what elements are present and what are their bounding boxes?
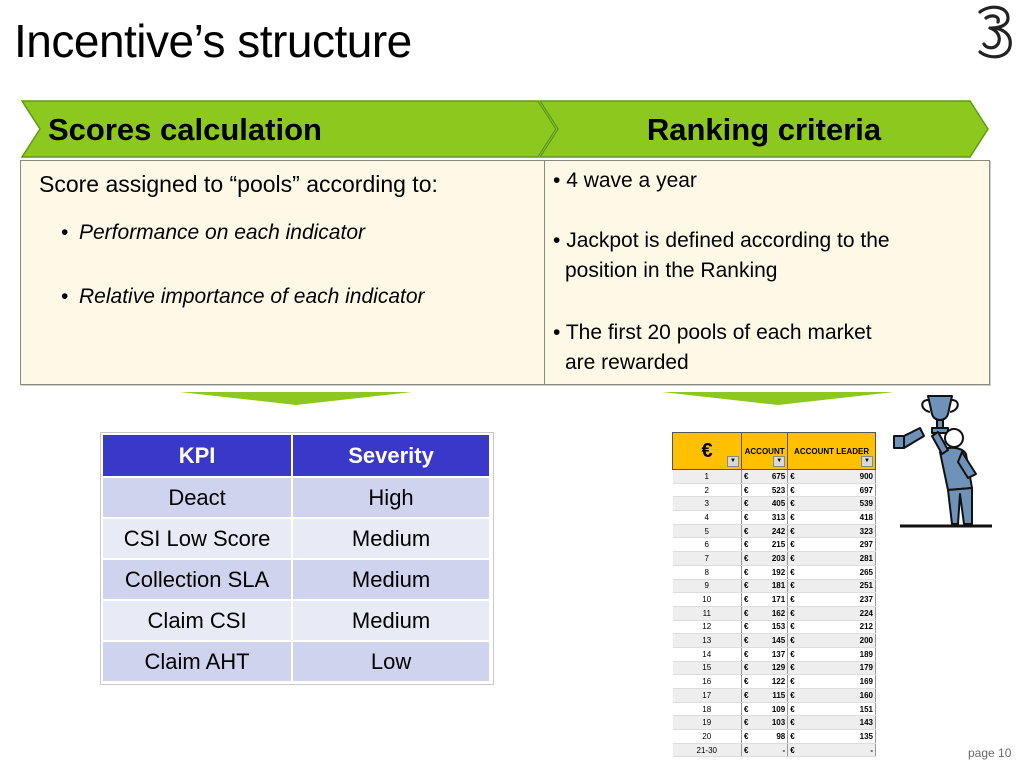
currency-cell: € <box>788 497 801 511</box>
amount-cell: 122 <box>754 675 788 689</box>
rank-cell: 1 <box>673 470 742 484</box>
list-item: • Relative importance of each indicator <box>61 285 425 308</box>
currency-cell: € <box>742 647 755 661</box>
currency-cell: € <box>788 511 801 525</box>
amount-cell: 251 <box>800 579 875 593</box>
list-item: • Jackpot is defined according to the position in the Ranking <box>553 229 890 282</box>
down-arrow-icon <box>180 392 412 406</box>
currency-column-header: € ▼ <box>673 433 742 470</box>
currency-cell: € <box>742 702 755 716</box>
currency-cell: € <box>788 579 801 593</box>
table-row <box>673 483 876 497</box>
currency-cell: € <box>742 579 755 593</box>
rank-cell: 3 <box>673 497 742 511</box>
rank-cell: 16 <box>673 675 742 689</box>
rank-cell: 9 <box>673 579 742 593</box>
currency-cell: € <box>742 524 755 538</box>
amount-cell: - <box>800 743 875 757</box>
table-row <box>673 606 876 620</box>
table-row: CSI Low Score Medium <box>102 518 490 559</box>
rank-cell: 21-30 <box>673 743 742 757</box>
currency-cell: € <box>742 552 755 566</box>
rank-cell: 12 <box>673 620 742 634</box>
currency-cell: € <box>788 634 801 648</box>
amount-cell: 143 <box>800 716 875 730</box>
currency-cell: € <box>742 511 755 525</box>
rank-cell: 6 <box>673 538 742 552</box>
amount-cell: 151 <box>800 702 875 716</box>
table-row <box>673 524 876 538</box>
table-row <box>673 538 876 552</box>
currency-cell: € <box>788 565 801 579</box>
currency-cell: € <box>742 634 755 648</box>
currency-cell: € <box>742 483 755 497</box>
rank-cell: 2 <box>673 483 742 497</box>
amount-cell: 189 <box>800 647 875 661</box>
table-row <box>673 702 876 716</box>
currency-cell: € <box>788 702 801 716</box>
filter-dropdown-icon[interactable]: ▼ <box>773 456 785 467</box>
table-row: Claim AHT Low <box>102 641 490 682</box>
currency-cell: € <box>742 689 755 703</box>
rank-cell: 15 <box>673 661 742 675</box>
amount-cell: 539 <box>800 497 875 511</box>
currency-cell: € <box>742 565 755 579</box>
rank-cell: 14 <box>673 647 742 661</box>
table-row <box>673 730 876 744</box>
ranking-table-body <box>673 470 876 757</box>
amount-cell: 153 <box>754 620 788 634</box>
account-leader-column-header: ACCOUNT LEADER ▼ <box>788 433 876 470</box>
ranking-payout-table <box>672 432 876 757</box>
ranking-criteria-label: Ranking criteria <box>646 112 882 147</box>
amount-cell: 697 <box>800 483 875 497</box>
amount-cell: 405 <box>754 497 788 511</box>
ranking-criteria-box <box>544 160 990 385</box>
scores-calculation-banner <box>20 100 560 158</box>
rank-cell: 18 <box>673 702 742 716</box>
rank-cell: 10 <box>673 593 742 607</box>
currency-cell: € <box>788 538 801 552</box>
rank-cell: 5 <box>673 524 742 538</box>
amount-cell: 224 <box>800 606 875 620</box>
table-row <box>673 716 876 730</box>
table-row <box>673 647 876 661</box>
scores-calculation-label: Scores calculation <box>48 112 322 147</box>
list-item: • Performance on each indicator <box>61 221 365 244</box>
table-row <box>673 743 876 757</box>
amount-cell: 297 <box>800 538 875 552</box>
amount-cell: 215 <box>754 538 788 552</box>
currency-cell: € <box>788 552 801 566</box>
currency-cell: € <box>788 689 801 703</box>
currency-cell: € <box>788 661 801 675</box>
score-criteria-box <box>20 160 546 385</box>
amount-cell: 313 <box>754 511 788 525</box>
currency-cell: € <box>742 606 755 620</box>
currency-cell: € <box>788 470 801 484</box>
down-arrow-icon <box>662 392 894 406</box>
amount-cell: 145 <box>754 634 788 648</box>
amount-cell: 237 <box>800 593 875 607</box>
severity-column-header: Severity <box>292 434 490 477</box>
currency-cell: € <box>742 716 755 730</box>
rank-cell: 19 <box>673 716 742 730</box>
table-row <box>673 675 876 689</box>
currency-cell: € <box>788 524 801 538</box>
amount-cell: 135 <box>800 730 875 744</box>
amount-cell: 109 <box>754 702 788 716</box>
currency-cell: € <box>788 620 801 634</box>
table-row <box>673 511 876 525</box>
amount-cell: 418 <box>800 511 875 525</box>
currency-cell: € <box>742 675 755 689</box>
amount-cell: 212 <box>800 620 875 634</box>
rank-cell: 11 <box>673 606 742 620</box>
currency-cell: € <box>742 538 755 552</box>
amount-cell: 265 <box>800 565 875 579</box>
table-row <box>673 593 876 607</box>
page-title: Incentive’s structure <box>14 15 412 67</box>
currency-cell: € <box>788 593 801 607</box>
table-row <box>673 620 876 634</box>
amount-cell: 162 <box>754 606 788 620</box>
currency-cell: € <box>742 593 755 607</box>
amount-cell: 523 <box>754 483 788 497</box>
amount-cell: 169 <box>800 675 875 689</box>
kpi-severity-table <box>101 433 491 683</box>
rank-cell: 4 <box>673 511 742 525</box>
amount-cell: 192 <box>754 565 788 579</box>
filter-dropdown-icon[interactable]: ▼ <box>727 456 739 467</box>
currency-cell: € <box>742 743 755 757</box>
amount-cell: 98 <box>754 730 788 744</box>
list-item: • 4 wave a year <box>553 169 697 192</box>
list-item: • The first 20 pools of each market are rewarded <box>553 321 872 374</box>
currency-cell: € <box>788 606 801 620</box>
amount-cell: 323 <box>800 524 875 538</box>
table-row: Collection SLA Medium <box>102 559 490 600</box>
currency-cell: € <box>788 716 801 730</box>
filter-dropdown-icon[interactable]: ▼ <box>861 456 873 467</box>
amount-cell: 203 <box>754 552 788 566</box>
amount-cell: 171 <box>754 593 788 607</box>
currency-cell: € <box>742 497 755 511</box>
currency-cell: € <box>742 730 755 744</box>
amount-cell: 115 <box>754 689 788 703</box>
table-row <box>673 552 876 566</box>
currency-cell: € <box>788 647 801 661</box>
amount-cell: 281 <box>800 552 875 566</box>
amount-cell: 103 <box>754 716 788 730</box>
amount-cell: - <box>754 743 788 757</box>
rank-cell: 13 <box>673 634 742 648</box>
currency-cell: € <box>788 675 801 689</box>
amount-cell: 900 <box>800 470 875 484</box>
currency-cell: € <box>742 620 755 634</box>
table-header-row <box>673 433 876 470</box>
amount-cell: 181 <box>754 579 788 593</box>
table-row <box>673 689 876 703</box>
rank-cell: 20 <box>673 730 742 744</box>
page-number: page 10 <box>968 746 1012 760</box>
score-lead-text: Score assigned to “pools” according to: <box>39 171 438 197</box>
table-row <box>673 661 876 675</box>
currency-cell: € <box>788 483 801 497</box>
table-row <box>673 634 876 648</box>
amount-cell: 129 <box>754 661 788 675</box>
table-row: Claim CSI Medium <box>102 600 490 641</box>
currency-cell: € <box>742 470 755 484</box>
ranking-criteria-banner <box>538 100 990 158</box>
three-logo-icon <box>966 2 1022 62</box>
table-row <box>673 470 876 484</box>
amount-cell: 137 <box>754 647 788 661</box>
table-row <box>673 565 876 579</box>
amount-cell: 242 <box>754 524 788 538</box>
score-bullet-list <box>21 221 425 349</box>
table-header-row <box>102 434 490 477</box>
table-row <box>673 579 876 593</box>
amount-cell: 675 <box>754 470 788 484</box>
trophy-figure-icon <box>892 392 994 530</box>
amount-cell: 179 <box>800 661 875 675</box>
rank-cell: 7 <box>673 552 742 566</box>
rank-cell: 17 <box>673 689 742 703</box>
account-column-header: ACCOUNT ▼ <box>742 433 788 470</box>
amount-cell: 200 <box>800 634 875 648</box>
currency-cell: € <box>788 743 801 757</box>
amount-cell: 160 <box>800 689 875 703</box>
table-row: Deact High <box>102 477 490 518</box>
kpi-column-header: KPI <box>102 434 292 477</box>
currency-cell: € <box>788 730 801 744</box>
currency-cell: € <box>742 661 755 675</box>
table-row <box>673 497 876 511</box>
rank-cell: 8 <box>673 565 742 579</box>
